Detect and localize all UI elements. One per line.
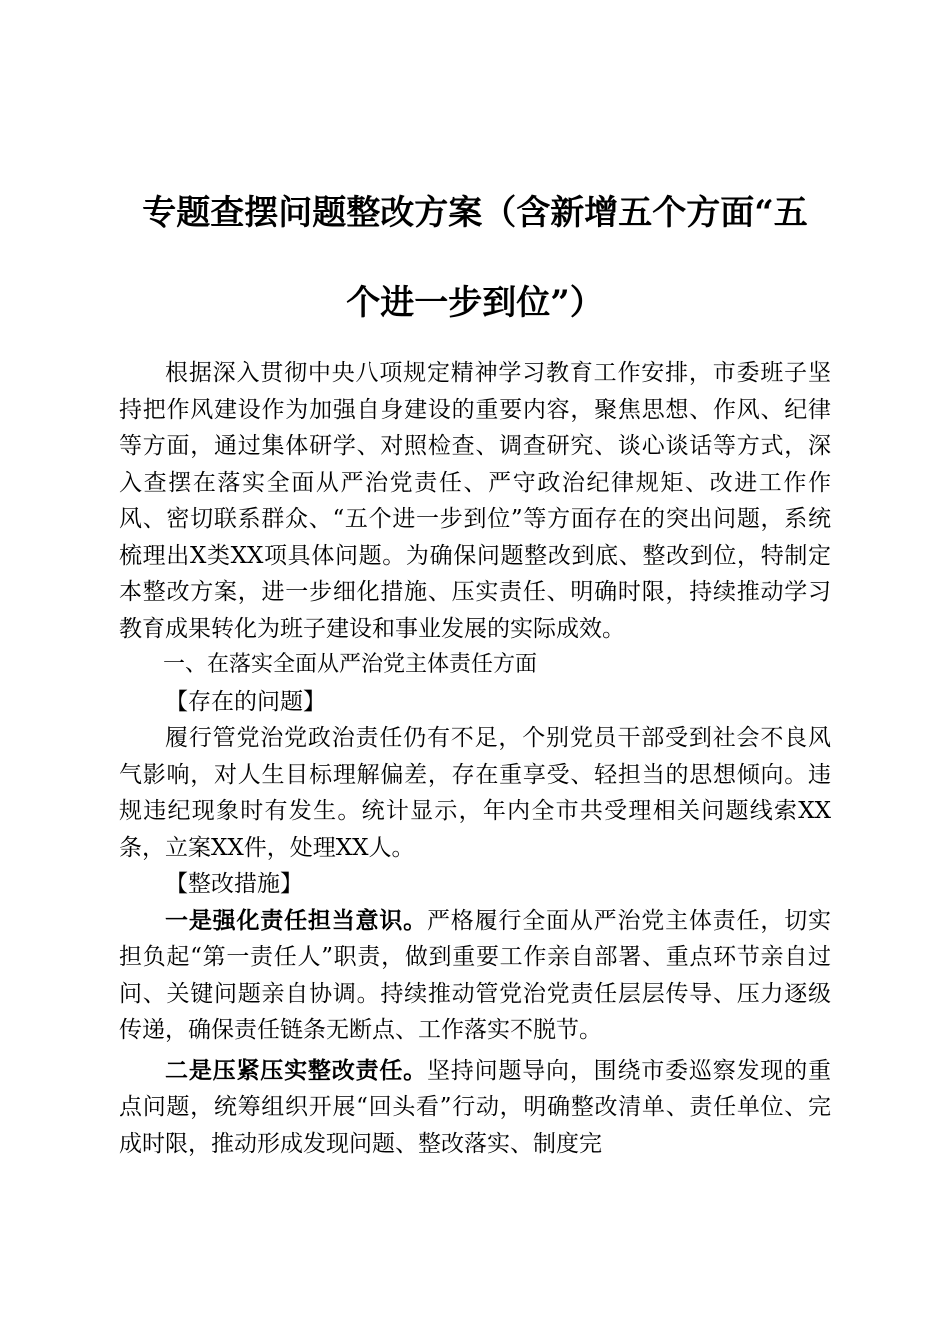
document-body	[119, 355, 831, 1162]
measure-2-paragraph	[119, 1053, 831, 1163]
section-heading-1: 一、在落实全面从严治党主体责任方面	[163, 652, 538, 677]
intro-paragraph: 根据深入贯彻中央八项规定精神学习教育工作安排，市委班子坚持把作风建设作为加强自身建设的重要内容，聚焦思想、作风、纪律等方面，通过集体研学、对照检查、调查研究、谈心谈话等方式，深入查摆在落实全面从严治党责任、严守政治纪律规矩、改进工作作风、密切联系群众、“五个进一步到位”等方面存在的突出问题，系统梳理出X类XX项具体问题。为确保问题整改到底、整改到位，特制定本整改方案，进一步细化措施、压实责任、明确时限，持续推动学习教育成果转化为班子建设和事业发展的实际成效。	[119, 360, 831, 642]
document-title	[100, 168, 850, 348]
measure-1-text: 严格履行全面从严治党主体责任，切实担负起“第一责任人”职责，做到重要工作亲自部署、重点环节亲自过问、关键问题亲自协调。持续推动管党治党责任层层传导、压力逐级传递，确保责任链条无断点、工作落实不脱节。	[119, 907, 832, 1043]
title-line-2: 个进一步到位”）	[346, 282, 604, 323]
measures-label: 【整改措施】	[165, 871, 303, 897]
measure-2-lead: 二是压紧压实整改责任。	[165, 1056, 427, 1084]
title-line-1: 专题查摆问题整改方案（含新增五个方面“五	[142, 192, 808, 233]
measure-1-lead: 一是强化责任担当意识。	[165, 906, 427, 934]
measure-2-text: 坚持问题导向，围绕市委巡察发现的重点问题，统筹组织开展“回头看”行动，明确整改清单、责任单位、完成时限，推动形成发现问题、整改落实、制度完	[119, 1057, 832, 1157]
problems-label: 【存在的问题】	[165, 688, 326, 715]
measure-1-paragraph	[119, 903, 831, 1049]
problems-paragraph: 履行管党治党政治责任仍有不足，个别党员干部受到社会不良风气影响，对人生目标理解偏差，存在重享受、轻担当的思想倾向。违规违纪现象时有发生。统计显示，年内全市共受理相关问题线索XX条，立案XX件，处理XX人。	[119, 725, 831, 861]
